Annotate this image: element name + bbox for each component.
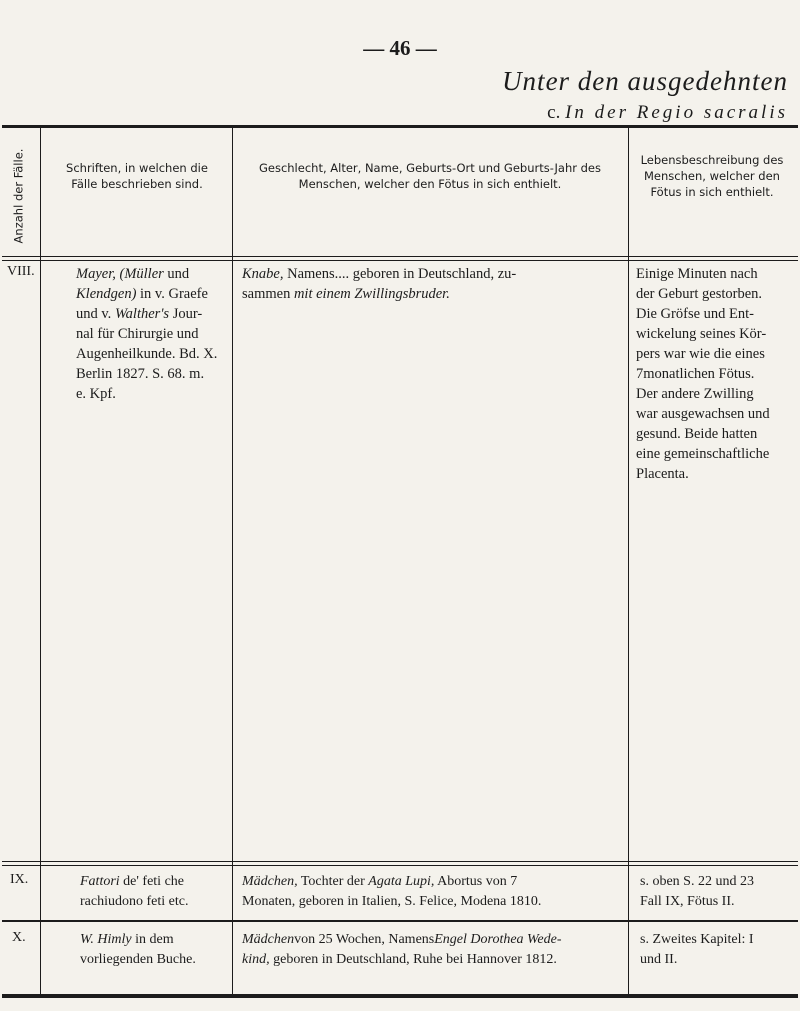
row-8-person-line1: Namens.... geboren in Deutschland, zu- [287,266,517,282]
row-8-life-line: Die Gröfse und Ent- [636,306,754,322]
row-9-life [640,872,796,912]
row-10-source-in-dem: in dem [135,932,174,947]
row-number-8: VIII. [7,264,35,279]
row-10-source [80,930,230,970]
row-8-life-line: der Geburt gestorben. [636,286,763,302]
row-9-source-title2: rachiudono feti etc. [80,894,189,909]
row-10-person-birth: geboren in Deutschland, Ruhe bei Hannover 1812. [273,952,557,967]
row-8-source-jour: Jour- [172,306,203,322]
row-10-life-line2: und II. [640,952,678,967]
row-10-life [640,930,796,970]
row-10-source-buch: vorliegenden Buche. [80,952,196,967]
row-8-source-walther: Walther's [114,306,170,322]
row-8-person [242,264,626,304]
row-8-source [76,264,228,404]
row-8-source-und-v: und v. [76,306,112,322]
row-8-source-line5: Augenheilkunde. Bd. X. [76,346,218,362]
header-life: Lebensbeschreibung des Menschen, welcher den Fötus in sich enthielt. [640,153,784,199]
row-8-life [636,264,794,484]
table-top-rule [2,125,798,128]
column-divider-2 [232,128,233,994]
row-8-life-line: Einige Minuten nach [636,266,758,282]
row-9-life-line1: s. oben S. 22 und 23 [640,874,754,889]
row-8-source-line6: Berlin 1827. S. 68. m. [76,366,205,382]
row-8-person-twin: mit einem Zwillingsbruder. [293,286,450,302]
row-9-person-tochter: Tochter der [300,874,365,889]
row-8-source-klendgen: Klendgen) [76,286,137,302]
header-sources: Schriften, in welchen die Fälle beschrieben sind. [66,161,208,191]
row-9-life-line2: Fall IX, Fötus II. [640,894,735,909]
row-number-10: X. [12,930,26,945]
row-8-person-zusammen: sammen [242,286,291,302]
row-9-source [80,872,230,912]
header-person: Geschlecht, Alter, Name, Geburts-Ort und Geburts-Jahr des Menschen, welcher den Fötus in sich enthielt. [258,161,602,191]
header-count-text: Anzahl der Fälle. [11,148,26,244]
row-9-person [242,872,626,912]
column-divider-3 [628,128,629,994]
row-8-life-line: Der andere Zwilling [636,386,754,402]
row-divider-9 [2,861,798,866]
row-10-source-author: W. Himly [80,932,132,947]
row-8-source-line4: nal für Chirurgie und [76,326,199,342]
column-divider-1 [40,128,41,994]
row-8-life-line: wickelung seines Kör- [636,326,767,342]
header-count [4,140,34,252]
row-10-life-line1: s. Zweites Kapitel: I [640,932,754,947]
row-8-source-coauthor: (Müller [119,266,164,282]
row-10-person [242,930,626,970]
row-9-source-title: de' feti che [123,874,184,889]
subheading-prefix: c. [547,102,561,123]
row-8-life-line: Placenta. [636,466,689,482]
table-bottom-rule [2,994,798,998]
row-8-life-line: gesund. Beide hatten [636,426,758,442]
table-header-rule [2,256,798,261]
row-10-person-name: Engel Dorothea Wede- [434,932,562,947]
row-8-life-line: 7monatlichen Fötus. [636,366,755,382]
page-heading: Unter den ausgedehnten [502,66,788,96]
row-8-source-und: und [167,266,190,282]
row-divider-10 [2,920,798,922]
row-9-source-author: Fattori [80,874,120,889]
row-8-source-graefe: in v. Graefe [140,286,208,302]
row-10-person-age: von 25 Wochen, Namens [294,932,435,947]
page-subheading [547,102,788,124]
page-number: — 46 — [363,36,437,60]
row-8-life-line: eine gemeinschaftliche [636,446,770,462]
row-8-source-line7: e. Kpf. [76,386,116,402]
row-number-9: IX. [10,872,29,887]
row-9-person-mother: Agata Lupi, [368,874,435,889]
row-9-person-abortus: Abortus von 7 [437,874,518,889]
row-9-person-birth: Monaten, geboren in Italien, S. Felice, Modena 1810. [242,894,542,909]
row-8-person-sex: Knabe, [242,266,284,282]
row-8-source-author: Mayer, [76,266,116,282]
row-9-person-sex: Mädchen, [242,874,298,889]
row-10-person-name2: kind, [242,952,270,967]
subheading-text: In der Regio sacralis [565,102,788,123]
row-10-person-sex: Mädchen [242,932,295,947]
row-8-life-line: war ausgewachsen und [636,406,770,422]
row-8-life-line: pers war wie die eines [636,346,765,362]
